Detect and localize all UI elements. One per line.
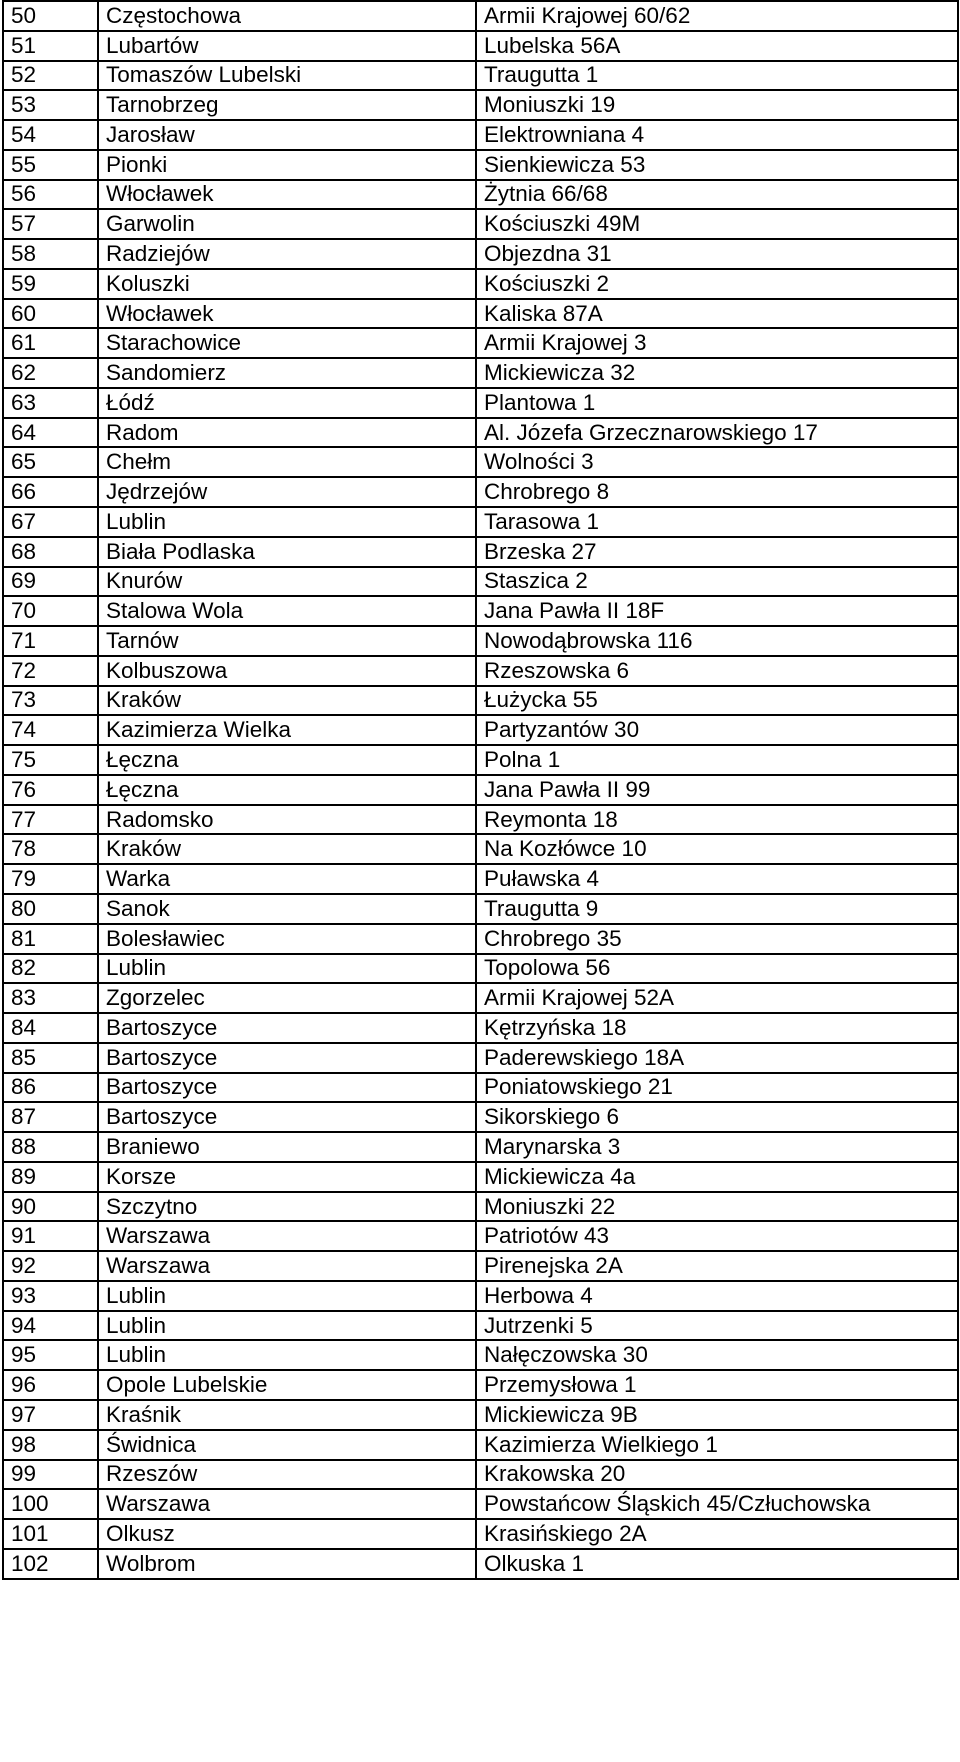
table-row <box>3 1132 958 1162</box>
city-cell: Włocławek <box>98 180 476 210</box>
city-cell: Jarosław <box>98 120 476 150</box>
address-cell: Kaliska 87A <box>476 299 958 329</box>
address-cell: Staszica 2 <box>476 567 958 597</box>
address-cell: Paderewskiego 18A <box>476 1043 958 1073</box>
city-cell: Stalowa Wola <box>98 596 476 626</box>
address-cell: Moniuszki 19 <box>476 90 958 120</box>
city-cell: Garwolin <box>98 209 476 239</box>
table-row <box>3 1519 958 1549</box>
table-row <box>3 1013 958 1043</box>
row-number-cell: 69 <box>3 567 98 597</box>
address-cell: Al. Józefa Grzecznarowskiego 17 <box>476 418 958 448</box>
row-number-cell: 62 <box>3 358 98 388</box>
address-cell: Krakowska 20 <box>476 1460 958 1490</box>
table-row <box>3 209 958 239</box>
row-number-cell: 92 <box>3 1251 98 1281</box>
city-cell: Braniewo <box>98 1132 476 1162</box>
city-cell: Koluszki <box>98 269 476 299</box>
table-row <box>3 1400 958 1430</box>
table-row <box>3 1192 958 1222</box>
address-cell: Nałęczowska 30 <box>476 1340 958 1370</box>
table-row <box>3 1251 958 1281</box>
address-cell: Sikorskiego 6 <box>476 1102 958 1132</box>
city-cell: Biała Podlaska <box>98 537 476 567</box>
address-cell: Polna 1 <box>476 745 958 775</box>
city-cell: Bartoszyce <box>98 1102 476 1132</box>
address-cell: Partyzantów 30 <box>476 715 958 745</box>
row-number-cell: 53 <box>3 90 98 120</box>
table-row <box>3 567 958 597</box>
city-cell: Tarnobrzeg <box>98 90 476 120</box>
table-row <box>3 805 958 835</box>
address-cell: Jutrzenki 5 <box>476 1311 958 1341</box>
table-row <box>3 1489 958 1519</box>
address-cell: Elektrowniana 4 <box>476 120 958 150</box>
city-cell: Pionki <box>98 150 476 180</box>
table-row <box>3 1 958 31</box>
city-cell: Częstochowa <box>98 1 476 31</box>
row-number-cell: 65 <box>3 447 98 477</box>
address-cell: Plantowa 1 <box>476 388 958 418</box>
city-cell: Olkusz <box>98 1519 476 1549</box>
row-number-cell: 86 <box>3 1073 98 1103</box>
table-row <box>3 864 958 894</box>
table-row <box>3 1460 958 1490</box>
row-number-cell: 85 <box>3 1043 98 1073</box>
row-number-cell: 74 <box>3 715 98 745</box>
row-number-cell: 97 <box>3 1400 98 1430</box>
row-number-cell: 81 <box>3 924 98 954</box>
row-number-cell: 58 <box>3 239 98 269</box>
city-cell: Bartoszyce <box>98 1013 476 1043</box>
table-row <box>3 1043 958 1073</box>
row-number-cell: 51 <box>3 31 98 61</box>
row-number-cell: 73 <box>3 686 98 716</box>
city-cell: Sandomierz <box>98 358 476 388</box>
address-cell: Topolowa 56 <box>476 954 958 984</box>
row-number-cell: 50 <box>3 1 98 31</box>
row-number-cell: 83 <box>3 983 98 1013</box>
row-number-cell: 84 <box>3 1013 98 1043</box>
table-row <box>3 1073 958 1103</box>
address-cell: Traugutta 1 <box>476 61 958 91</box>
city-cell: Bartoszyce <box>98 1073 476 1103</box>
address-cell: Olkuska 1 <box>476 1549 958 1579</box>
table-row <box>3 1311 958 1341</box>
city-cell: Szczytno <box>98 1192 476 1222</box>
row-number-cell: 91 <box>3 1221 98 1251</box>
city-cell: Bolesławiec <box>98 924 476 954</box>
row-number-cell: 101 <box>3 1519 98 1549</box>
table-row <box>3 90 958 120</box>
row-number-cell: 66 <box>3 477 98 507</box>
table-row <box>3 299 958 329</box>
row-number-cell: 55 <box>3 150 98 180</box>
row-number-cell: 70 <box>3 596 98 626</box>
address-cell: Armii Krajowej 3 <box>476 328 958 358</box>
row-number-cell: 72 <box>3 656 98 686</box>
address-cell: Wolności 3 <box>476 447 958 477</box>
city-cell: Korsze <box>98 1162 476 1192</box>
row-number-cell: 82 <box>3 954 98 984</box>
city-cell: Kraśnik <box>98 1400 476 1430</box>
address-cell: Armii Krajowej 52A <box>476 983 958 1013</box>
city-cell: Radomsko <box>98 805 476 835</box>
row-number-cell: 64 <box>3 418 98 448</box>
city-cell: Lublin <box>98 954 476 984</box>
table-row <box>3 31 958 61</box>
row-number-cell: 59 <box>3 269 98 299</box>
row-number-cell: 94 <box>3 1311 98 1341</box>
table-row <box>3 418 958 448</box>
table-row <box>3 924 958 954</box>
row-number-cell: 89 <box>3 1162 98 1192</box>
row-number-cell: 79 <box>3 864 98 894</box>
row-number-cell: 102 <box>3 1549 98 1579</box>
address-cell: Reymonta 18 <box>476 805 958 835</box>
city-cell: Lublin <box>98 1311 476 1341</box>
table-row <box>3 150 958 180</box>
city-cell: Knurów <box>98 567 476 597</box>
table-row <box>3 328 958 358</box>
row-number-cell: 77 <box>3 805 98 835</box>
city-cell: Radziejów <box>98 239 476 269</box>
city-cell: Tomaszów Lubelski <box>98 61 476 91</box>
city-cell: Chełm <box>98 447 476 477</box>
row-number-cell: 88 <box>3 1132 98 1162</box>
table-row <box>3 1281 958 1311</box>
city-cell: Tarnów <box>98 626 476 656</box>
table-row <box>3 626 958 656</box>
address-cell: Powstańcow Śląskich 45/Człuchowska <box>476 1489 958 1519</box>
city-cell: Łęczna <box>98 775 476 805</box>
location-table <box>2 0 959 1580</box>
address-cell: Jana Pawła II 18F <box>476 596 958 626</box>
address-cell: Lubelska 56A <box>476 31 958 61</box>
address-cell: Kętrzyńska 18 <box>476 1013 958 1043</box>
address-cell: Żytnia 66/68 <box>476 180 958 210</box>
address-cell: Chrobrego 8 <box>476 477 958 507</box>
table-row <box>3 120 958 150</box>
address-cell: Jana Pawła II 99 <box>476 775 958 805</box>
address-cell: Sienkiewicza 53 <box>476 150 958 180</box>
city-cell: Lublin <box>98 507 476 537</box>
row-number-cell: 57 <box>3 209 98 239</box>
address-cell: Armii Krajowej 60/62 <box>476 1 958 31</box>
city-cell: Kraków <box>98 834 476 864</box>
address-cell: Traugutta 9 <box>476 894 958 924</box>
row-number-cell: 71 <box>3 626 98 656</box>
row-number-cell: 87 <box>3 1102 98 1132</box>
city-cell: Łęczna <box>98 745 476 775</box>
city-cell: Świdnica <box>98 1430 476 1460</box>
table-row <box>3 834 958 864</box>
city-cell: Bartoszyce <box>98 1043 476 1073</box>
city-cell: Włocławek <box>98 299 476 329</box>
address-cell: Rzeszowska 6 <box>476 656 958 686</box>
address-cell: Na Kozłówce 10 <box>476 834 958 864</box>
address-cell: Pirenejska 2A <box>476 1251 958 1281</box>
table-row <box>3 447 958 477</box>
address-cell: Mickiewicza 4a <box>476 1162 958 1192</box>
city-cell: Lublin <box>98 1281 476 1311</box>
table-row <box>3 954 958 984</box>
table-row <box>3 239 958 269</box>
address-cell: Łużycka 55 <box>476 686 958 716</box>
row-number-cell: 76 <box>3 775 98 805</box>
table-row <box>3 686 958 716</box>
row-number-cell: 54 <box>3 120 98 150</box>
city-cell: Jędrzejów <box>98 477 476 507</box>
table-row <box>3 477 958 507</box>
table-row <box>3 507 958 537</box>
table-row <box>3 775 958 805</box>
address-cell: Tarasowa 1 <box>476 507 958 537</box>
row-number-cell: 68 <box>3 537 98 567</box>
table-row <box>3 1549 958 1579</box>
address-cell: Kazimierza Wielkiego 1 <box>476 1430 958 1460</box>
city-cell: Kolbuszowa <box>98 656 476 686</box>
table-row <box>3 894 958 924</box>
row-number-cell: 60 <box>3 299 98 329</box>
address-cell: Krasińskiego 2A <box>476 1519 958 1549</box>
address-cell: Mickiewicza 32 <box>476 358 958 388</box>
row-number-cell: 80 <box>3 894 98 924</box>
address-cell: Kościuszki 49M <box>476 209 958 239</box>
address-cell: Chrobrego 35 <box>476 924 958 954</box>
address-cell: Kościuszki 2 <box>476 269 958 299</box>
table-row <box>3 715 958 745</box>
table-row <box>3 1162 958 1192</box>
address-cell: Marynarska 3 <box>476 1132 958 1162</box>
table-row <box>3 1430 958 1460</box>
row-number-cell: 78 <box>3 834 98 864</box>
row-number-cell: 100 <box>3 1489 98 1519</box>
city-cell: Warszawa <box>98 1251 476 1281</box>
city-cell: Warka <box>98 864 476 894</box>
row-number-cell: 95 <box>3 1340 98 1370</box>
address-cell: Puławska 4 <box>476 864 958 894</box>
row-number-cell: 63 <box>3 388 98 418</box>
address-cell: Patriotów 43 <box>476 1221 958 1251</box>
row-number-cell: 52 <box>3 61 98 91</box>
address-cell: Herbowa 4 <box>476 1281 958 1311</box>
row-number-cell: 96 <box>3 1370 98 1400</box>
city-cell: Lubartów <box>98 31 476 61</box>
city-cell: Starachowice <box>98 328 476 358</box>
city-cell: Wolbrom <box>98 1549 476 1579</box>
table-row <box>3 388 958 418</box>
address-cell: Brzeska 27 <box>476 537 958 567</box>
row-number-cell: 67 <box>3 507 98 537</box>
address-cell: Mickiewicza 9B <box>476 1400 958 1430</box>
table-body <box>3 1 958 1579</box>
table-row <box>3 656 958 686</box>
row-number-cell: 61 <box>3 328 98 358</box>
table-row <box>3 180 958 210</box>
table-row <box>3 1340 958 1370</box>
table-row <box>3 269 958 299</box>
city-cell: Radom <box>98 418 476 448</box>
table-row <box>3 61 958 91</box>
city-cell: Warszawa <box>98 1489 476 1519</box>
table-row <box>3 596 958 626</box>
city-cell: Lublin <box>98 1340 476 1370</box>
table-row <box>3 1102 958 1132</box>
table-row <box>3 1370 958 1400</box>
table-row <box>3 358 958 388</box>
table-row <box>3 1221 958 1251</box>
row-number-cell: 98 <box>3 1430 98 1460</box>
city-cell: Rzeszów <box>98 1460 476 1490</box>
city-cell: Kazimierza Wielka <box>98 715 476 745</box>
row-number-cell: 99 <box>3 1460 98 1490</box>
city-cell: Kraków <box>98 686 476 716</box>
row-number-cell: 93 <box>3 1281 98 1311</box>
city-cell: Łódź <box>98 388 476 418</box>
city-cell: Warszawa <box>98 1221 476 1251</box>
address-cell: Przemysłowa 1 <box>476 1370 958 1400</box>
address-cell: Moniuszki 22 <box>476 1192 958 1222</box>
table-row <box>3 983 958 1013</box>
address-cell: Objezdna 31 <box>476 239 958 269</box>
row-number-cell: 75 <box>3 745 98 775</box>
city-cell: Zgorzelec <box>98 983 476 1013</box>
row-number-cell: 90 <box>3 1192 98 1222</box>
table-row <box>3 537 958 567</box>
city-cell: Sanok <box>98 894 476 924</box>
address-cell: Poniatowskiego 21 <box>476 1073 958 1103</box>
city-cell: Opole Lubelskie <box>98 1370 476 1400</box>
address-cell: Nowodąbrowska 116 <box>476 626 958 656</box>
table-row <box>3 745 958 775</box>
row-number-cell: 56 <box>3 180 98 210</box>
